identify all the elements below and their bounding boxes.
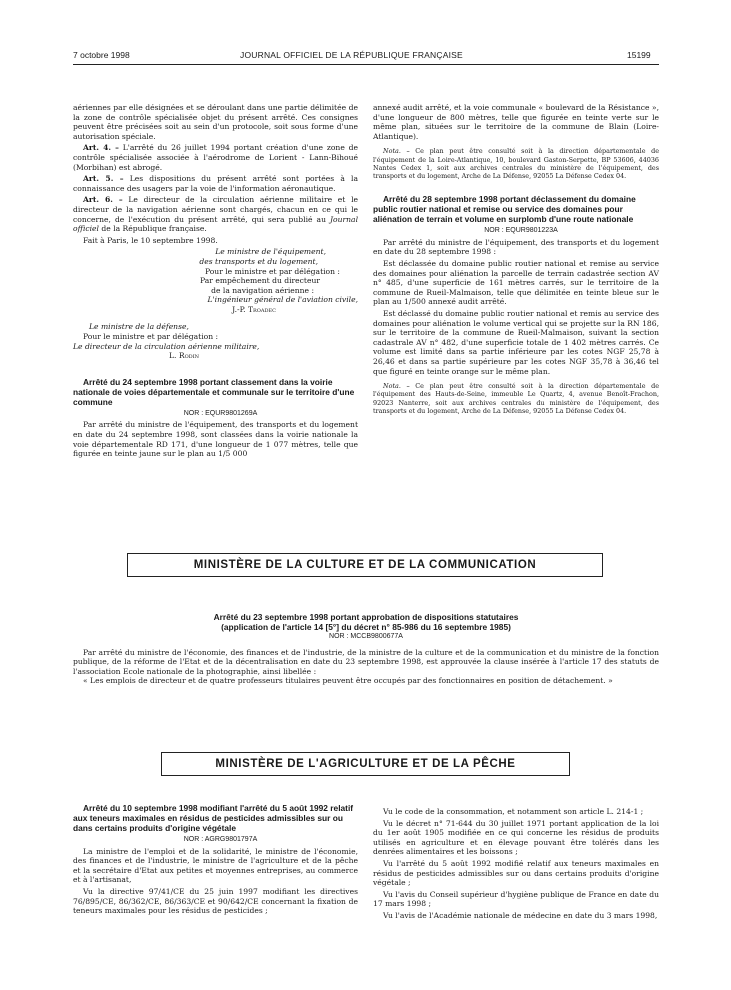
paragraph: Est déclassé du domaine public routier national et remis au service des domaines pour aliénation le volume vertical qui se projette sur la RN 186, sur le territoire de la commune de Rueil-Malmaison, suivant la section cadastrale AV n° 482, d'une superficie totale de 1 402 mètres carrés. Ce volume est limité dans sa partie inférieure par les cotes NGF 25,78 à 26,46 et dans sa partie supérieure par les cotes NGF 35,78 à 36,46 tel que figuré en teinte orange sur le même plan.	[373, 308, 659, 376]
paragraph: Vu le décret n° 71-644 du 30 juillet 1971 portant application de la loi du 1er août 1905 modifiée en ce qui concerne les résidus de produits utilisés en agriculture et en élevage pouvant être tolérés dans les denrées alimentaires et les boissons ;	[373, 818, 659, 857]
ministry-heading-culture: MINISTÈRE DE LA CULTURE ET DE LA COMMUNICATION	[127, 553, 603, 577]
signature-line: de la navigation aérienne :	[211, 285, 314, 295]
paragraph: Vu le code de la consommation, et notamment son article L. 214-1 ;	[383, 807, 644, 816]
decree-title: Arrêté du 24 septembre 1998 portant classement dans la voirie nationale de voies départementale et communale sur le territoire d'une commune	[73, 376, 355, 407]
paragraph: Vu la directive 97/41/CE du 25 juin 1997 modifiant les directives 76/895/CE, 86/362/CE, 86/363/CE et 90/642/CE concernant la fixation de teneurs maximales pour les résidus de pesticides ;	[73, 886, 358, 916]
nota-note: Nota. – Ce plan peut être consulté soit à la direction départementale de l'équipement des Hauts-de-Seine, immeuble Le Quartz, 4, avenue Benoît-Frachon, 92023 Nanterre, soit aux archives centrales du ministère de l'équipement, des transports et du logement, Arche de La Défense, 92055 La Défense Cedex 04.	[373, 382, 659, 415]
column-left-bottom	[73, 803, 358, 918]
decree-title-sub: (application de l'article 14 [5°] du décret n° 85-986 du 16 septembre 1985)	[221, 622, 511, 632]
signature-name: L. Rodin	[169, 351, 200, 361]
signature-line: Pour le ministre et par délégation :	[83, 332, 219, 342]
paragraph: aériennes par elle désignées et se déroulant dans une partie délimitée de la zone de contrôle spécialisée objet du présent arrêté. Ces consignes peuvent être précisées soit au sein d'un protocole, soit sous forme d'une autorisation spéciale.	[73, 103, 358, 141]
signature-name: J.-P. Troadec	[232, 304, 276, 314]
decree-title: Arrêté du 23 septembre 1998 portant approbation de dispositions statutaires	[213, 612, 519, 622]
paragraph: annexé audit arrêté, et la voie communale « boulevard de la Résistance », d'une longueur de 800 mètres, telle que figurée en teinte verte sur le même plan, situées sur le territoire de la commune de Blain (Loire-Atlantique).	[373, 103, 659, 141]
nota-note: Nota. – Ce plan peut être consulté soit à la direction départementale de l'équipement de la Loire-Atlantique, 10, boulevard Gaston-Serpette, BP 53606, 44036 Nantes Cedex 1, soit aux archives centrales du ministère de l'équipement, des transports et du logement, Arche de La Défense, 92055 La Défense Cedex 04.	[373, 147, 659, 180]
ministry-heading-agriculture: MINISTÈRE DE L'AGRICULTURE ET DE LA PÊCHE	[161, 752, 570, 776]
paragraph: Par arrêté du ministre de l'économie, des finances et de l'industrie, de la ministre de la culture et de la communication et du ministre de la fonction publique, de la réforme de l'Etat et de la décentralisation en date du 23 septembre 1998, est approuvée la clause insérée à l'article 17 des statuts de l'association Ecole nationale de la photographie, ainsi libellée :	[73, 647, 659, 676]
nor-reference: NOR : AGRG9801797A	[183, 836, 258, 843]
paragraph: Vu l'arrêté du 5 août 1992 modifié relatif aux teneurs maximales en résidus de pesticides admissibles sur ou dans certains produits d'origine végétale ;	[373, 858, 659, 888]
paragraph: « Les emplois de directeur et de quatre professeurs titulaires peuvent être occupés par des fonctionnaires en position de détachement. »	[83, 676, 613, 686]
signature-line: L'ingénieur général de l'aviation civile,	[207, 295, 358, 305]
decree-title: Arrêté du 10 septembre 1998 modifiant l'arrêté du 5 août 1992 relatif aux teneurs maximales en résidus de pesticides admissibles sur ou dans certains produits d'origine végétale	[73, 803, 354, 833]
fait-a-paris: Fait à Paris, le 10 septembre 1998.	[83, 235, 218, 245]
signature-line: Le directeur de la circulation aérienne militaire,	[73, 341, 260, 351]
header-journal-title: JOURNAL OFFICIEL DE LA RÉPUBLIQUE FRANÇAISE	[240, 50, 463, 60]
article-6: Art. 6. – Le directeur de la circulation aérienne militaire et le directeur de la navigation aérienne sont chargés, chacun en ce qui le concerne, de l'exécution du présent arrêté, qui sera publié au Journal officiel de la République française.	[73, 195, 358, 234]
header-page-number: 15199	[627, 50, 651, 60]
signature-line: Par empêchement du directeur	[200, 276, 320, 286]
paragraph: Est déclassée du domaine public routier national et remise au service des domaines pour aliénation la parcelle de terrain cadastrée section AV n° 485, d'une superficie de 161 mètres carrés, sur le territoire de la commune de Rueil-Malmaison, telle que délimitée en teinte bleue sur le plan au 1/500 annexé audit arrêté.	[373, 258, 659, 307]
column-right-bottom	[373, 807, 659, 923]
header-rule	[73, 64, 659, 65]
article-label: Art. 4. –	[83, 143, 119, 153]
article-4: Art. 4. – L'arrêté du 26 juillet 1994 portant création d'une zone de contrôle spécialisée associée à l'aérodrome de Lorient - Lann-Bihoué (Morbihan) est abrogé.	[73, 143, 359, 172]
signature-line: Le ministre de la défense,	[89, 322, 189, 332]
paragraph: Par arrêté du ministre de l'équipement, des transports et du logement en date du 28 septembre 1998 :	[373, 237, 659, 257]
signature-line: Pour le ministre et par délégation :	[204, 266, 340, 276]
column-right-top	[373, 103, 659, 421]
header-date: 7 octobre 1998	[73, 50, 130, 60]
column-left-top	[73, 103, 358, 461]
nor-reference: NOR : EQUR9801223A	[484, 227, 558, 235]
article-5: Art. 5. – Les dispositions du présent arrêté sont portées à la connaissance des usagers par la voie de l'information aéronautique.	[73, 174, 358, 193]
article-label: Art. 5. –	[83, 174, 124, 184]
article-label: Art. 6. –	[83, 195, 123, 205]
signature-line: des transports et du logement,	[199, 256, 318, 266]
nor-reference: NOR : EQUR9801269A	[183, 409, 258, 417]
paragraph: Par arrêté du ministre de l'équipement, des transports et du logement en date du 24 septembre 1998, sont classées dans la voirie nationale la voie départementale RD 171, d'une longueur de 1 077 mètres, telle que figurée en teinte jaune sur le plan au 1/5 000	[73, 420, 358, 459]
decree-title: Arrêté du 28 septembre 1998 portant déclassement du domaine public routier national et remise ou service des domaines pour aliénation de terrain et volume en surplomb d'une route nationale	[373, 194, 636, 225]
culture-decree	[73, 612, 659, 686]
paragraph: Vu l'avis de l'Académie nationale de médecine en date du 3 mars 1998,	[383, 910, 658, 920]
paragraph: Vu l'avis du Conseil supérieur d'hygiène publique de France en date du 17 mars 1998 ;	[373, 889, 659, 909]
signature-line: Le ministre de l'équipement,	[215, 247, 326, 257]
paragraph: La ministre de l'emploi et de la solidarité, le ministre de l'économie, des finances et de l'industrie, le ministre de l'agriculture et de la pêche et la secrétaire d'Etat aux petites et moyennes entreprises, au commerce et à l'artisanat,	[73, 846, 358, 885]
nor-reference: NOR : MCCB9800677A	[329, 633, 403, 640]
